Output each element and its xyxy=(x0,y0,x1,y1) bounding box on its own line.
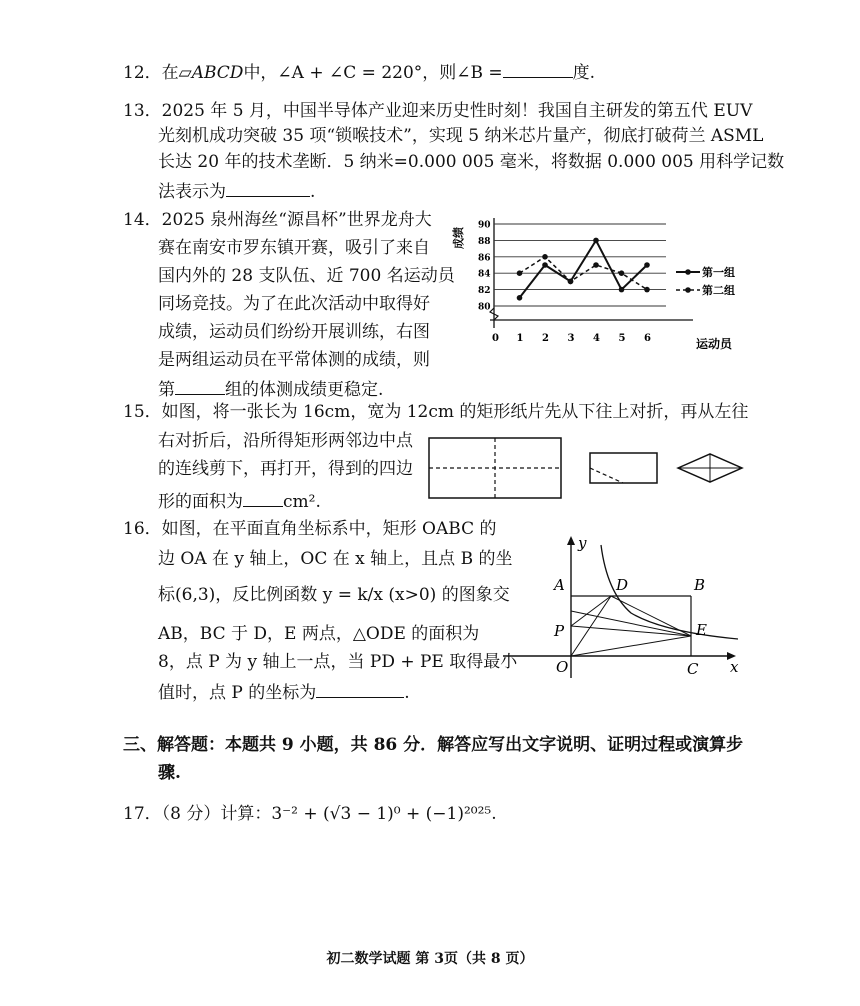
question-14-line-1: 14．2025 泉州海丝“源昌杯”世界龙舟大 xyxy=(123,210,432,230)
question-16-line-1: 16．如图，在平面直角坐标系中，矩形 OABC 的 xyxy=(123,519,497,539)
segment-extra xyxy=(571,611,691,636)
point-E-label: E xyxy=(696,621,707,639)
answer-blank-15[interactable] xyxy=(243,490,283,507)
series-2-point xyxy=(619,270,625,276)
answer-blank-14[interactable] xyxy=(175,378,225,395)
question-14-line-5: 成绩，运动员们纷纷开展训练，右图 xyxy=(158,322,430,342)
q12-number: 12． xyxy=(123,63,162,83)
question-12: 12．在▱ABCD中，∠A + ∠C = 220°，则∠B = 度. xyxy=(123,63,596,83)
answer-blank-13[interactable] xyxy=(226,180,310,197)
question-16-line-5: 8，点 P 为 y 轴上一点，当 PD + PE 取得最小 xyxy=(158,652,518,672)
question-17: 17．（8 分）计算：3⁻² + (√3 − 1)⁰ + (−1)²⁰²⁵. xyxy=(123,804,497,824)
point-B-label: B xyxy=(694,576,706,594)
page-footer: 初二数学试题 第 3页（共 8 页） xyxy=(326,951,534,967)
x-tick-label: 2 xyxy=(542,333,549,344)
y-axis-name: y xyxy=(578,534,587,552)
x-tick-label: 3 xyxy=(567,333,575,344)
series-1-point xyxy=(593,238,599,244)
y-axis-arrow xyxy=(567,536,575,545)
y-tick-label: 84 xyxy=(478,269,491,280)
q17-number: 17． xyxy=(123,804,162,824)
question-14-line-2: 赛在南安市罗东镇开赛，吸引了来自 xyxy=(158,238,430,258)
q15-number: 15． xyxy=(123,402,162,422)
y-tick-label: 90 xyxy=(478,220,491,231)
y-tick-label: 86 xyxy=(478,253,491,264)
q16-number: 16． xyxy=(123,519,162,539)
question-16-line-6: 值时，点 P 的坐标为 . xyxy=(158,683,410,703)
question-13-line-2: 光刻机成功突破 35 项“锁喉技术”，实现 5 纳米芯片量产，彻底打破荷兰 ASML xyxy=(158,126,764,146)
series-2-point xyxy=(644,287,650,293)
point-P-label: P xyxy=(554,622,565,640)
question-15-line-2: 右对折后，沿所得矩形两邻边中点 xyxy=(158,431,413,451)
q13-number: 13． xyxy=(123,101,162,121)
segment-OE xyxy=(571,636,691,656)
question-13-line-3: 长达 20 年的技术垄断．5 纳米=0.000 005 毫米，将数据 0.000 005 用科学记数 xyxy=(158,152,785,172)
series-2-point xyxy=(593,262,599,268)
question-16-line-2: 边 OA 在 y 轴上，OC 在 x 轴上，且点 B 的坐 xyxy=(158,549,513,569)
line-chart xyxy=(448,198,748,358)
x-tick-label: 4 xyxy=(593,333,600,344)
series-1-point xyxy=(619,287,625,293)
x-axis-name: x xyxy=(730,658,739,676)
legend-marker-1 xyxy=(685,269,691,275)
legend-marker-2 xyxy=(685,287,691,293)
question-15-line-3: 的连线剪下，再打开，得到的四边 xyxy=(158,459,413,479)
section-3-heading-cont: 骤. xyxy=(158,763,181,783)
answer-blank-16[interactable] xyxy=(316,681,404,698)
segment-PD xyxy=(571,596,611,626)
legend-label-2: 第二组 xyxy=(702,284,735,297)
parallelogram-label: ▱ABCD xyxy=(178,63,244,83)
question-14-line-7: 第 组的体测成绩更稳定. xyxy=(158,380,384,400)
point-D-label: D xyxy=(616,576,629,594)
q14-number: 14． xyxy=(123,210,162,230)
x-tick-label: 5 xyxy=(618,333,626,344)
point-A-label: A xyxy=(554,576,565,594)
coordinate-figure xyxy=(498,532,748,682)
question-13-line-4: 法表示为 . xyxy=(158,182,316,202)
question-13-line-1: 13．2025 年 5 月，中国半导体产业迎来历史性时刻！我国自主研发的第五代 EUV xyxy=(123,101,753,121)
origin-label: 0 xyxy=(492,333,499,344)
question-16-line-3: 标(6,3)，反比例函数 y = k/x (x>0) 的图象交 xyxy=(158,585,510,605)
point-O-label: O xyxy=(556,658,569,676)
series-1-point xyxy=(542,262,548,268)
answer-blank-12[interactable] xyxy=(503,61,573,78)
question-14-line-4: 同场竞技。为了在此次活动中取得好 xyxy=(158,294,430,314)
y-tick-label: 88 xyxy=(478,236,491,247)
series-1-point xyxy=(644,262,650,268)
y-axis-label: 成绩 xyxy=(452,227,465,249)
point-C-label: C xyxy=(687,660,699,678)
x-axis-label: 运动员 xyxy=(696,337,733,351)
x-tick-label: 6 xyxy=(644,333,651,344)
folded-rectangle xyxy=(590,453,657,483)
series-2-point xyxy=(568,279,574,285)
series-1-point xyxy=(517,295,523,301)
series-2-point xyxy=(542,254,548,260)
y-tick-label: 82 xyxy=(478,286,491,297)
y-tick-label: 80 xyxy=(478,302,491,313)
legend-label-1: 第一组 xyxy=(702,266,735,279)
paper-folding-figures xyxy=(425,432,755,508)
cut-line xyxy=(590,468,623,483)
question-15-line-1: 15．如图，将一张长为 16cm，宽为 12cm 的矩形纸片先从下往上对折，再从左往 xyxy=(123,402,749,422)
question-15-line-4: 形的面积为 cm². xyxy=(158,492,321,512)
question-16-line-4: AB，BC 于 D，E 两点，△ODE 的面积为 xyxy=(158,624,480,644)
section-3-heading: 三、解答题：本题共 9 小题，共 86 分．解答应写出文字说明、证明过程或演算步 xyxy=(123,735,744,755)
series-2-point xyxy=(517,270,523,276)
x-tick-label: 1 xyxy=(516,333,524,344)
question-14-line-3: 国内外的 28 支队伍、近 700 名运动员 xyxy=(158,266,455,286)
question-14-line-6: 是两组运动员在平常体测的成绩，则 xyxy=(158,350,430,370)
